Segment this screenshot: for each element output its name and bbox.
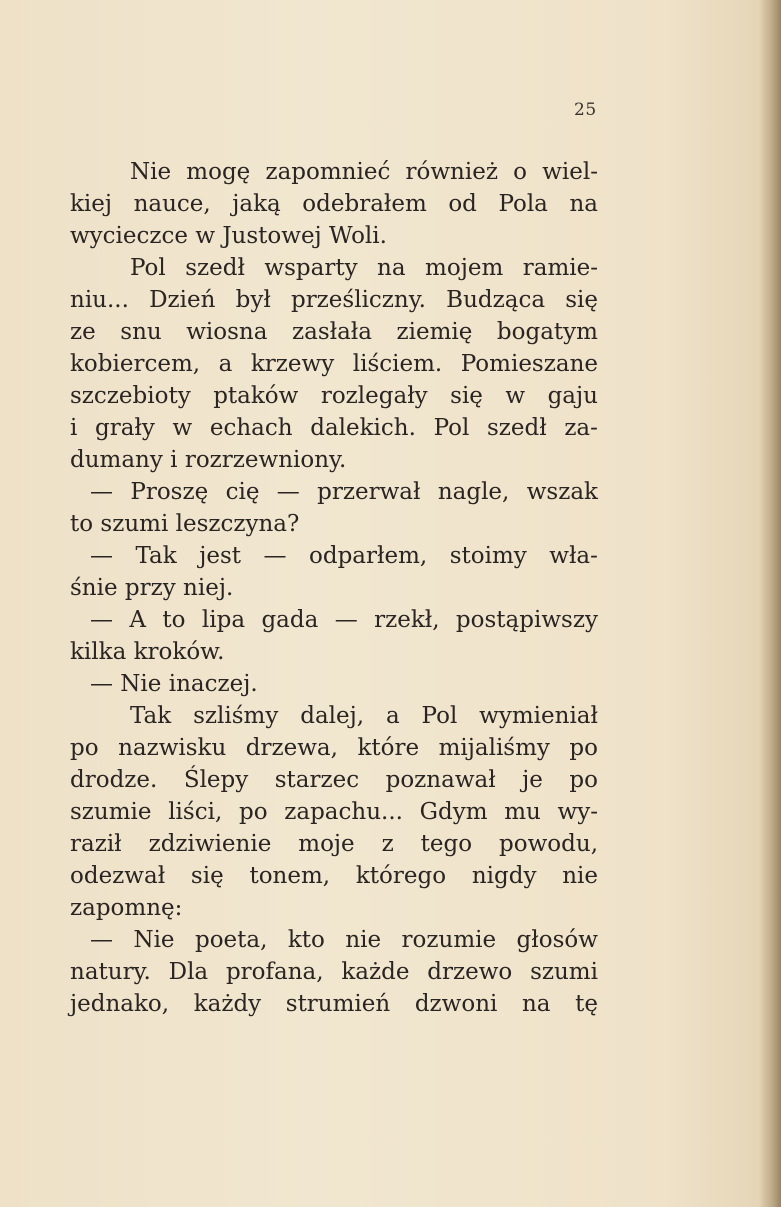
- page-edge: [759, 0, 781, 1207]
- text-line: — Tak jest — odparłem, stoimy wła-: [90, 543, 598, 569]
- text-line: kobiercem, a krzewy liściem. Pomieszane: [70, 351, 598, 377]
- body-text: [70, 156, 598, 1020]
- text-line: szczebioty ptaków rozlegały się w gaju: [70, 383, 598, 409]
- text-line: i grały w echach dalekich. Pol szedł za-: [70, 415, 598, 441]
- text-line: niu... Dzień był prześliczny. Budząca się: [70, 287, 598, 313]
- text-line: Pol szedł wsparty na mojem ramie-: [130, 255, 598, 281]
- text-line: natury. Dla profana, każde drzewo szumi: [70, 959, 598, 985]
- text-line: — Proszę cię — przerwał nagle, wszak: [90, 479, 598, 505]
- text-line: zapomnę:: [70, 895, 183, 921]
- text-line: — Nie inaczej.: [90, 671, 258, 697]
- text-line: jednako, każdy strumień dzwoni na tę: [70, 991, 598, 1017]
- text-line: dumany i rozrzewniony.: [70, 447, 347, 473]
- text-line: wycieczce w Justowej Woli.: [70, 223, 387, 249]
- text-line: szumie liści, po zapachu... Gdym mu wy-: [70, 799, 598, 825]
- text-line: Tak szliśmy dalej, a Pol wymieniał: [130, 703, 598, 729]
- text-line: odezwał się tonem, którego nigdy nie: [70, 863, 598, 889]
- text-line: śnie przy niej.: [70, 575, 234, 601]
- text-line: Nie mogę zapomnieć również o wiel-: [130, 159, 598, 185]
- text-line: raził zdziwienie moje z tego powodu,: [70, 831, 598, 857]
- text-line: drodze. Ślepy starzec poznawał je po: [70, 767, 598, 793]
- text-line: po nazwisku drzewa, które mijaliśmy po: [70, 735, 598, 761]
- text-line: ze snu wiosna zasłała ziemię bogatym: [70, 319, 598, 345]
- text-line: — A to lipa gada — rzekł, postąpiwszy: [90, 607, 598, 633]
- text-line: kilka kroków.: [70, 639, 225, 665]
- text-line: to szumi leszczyna?: [70, 511, 300, 537]
- text-line: kiej nauce, jaką odebrałem od Pola na: [70, 191, 598, 217]
- text-line: — Nie poeta, kto nie rozumie głosów: [90, 927, 598, 953]
- page-number: 25: [574, 100, 597, 120]
